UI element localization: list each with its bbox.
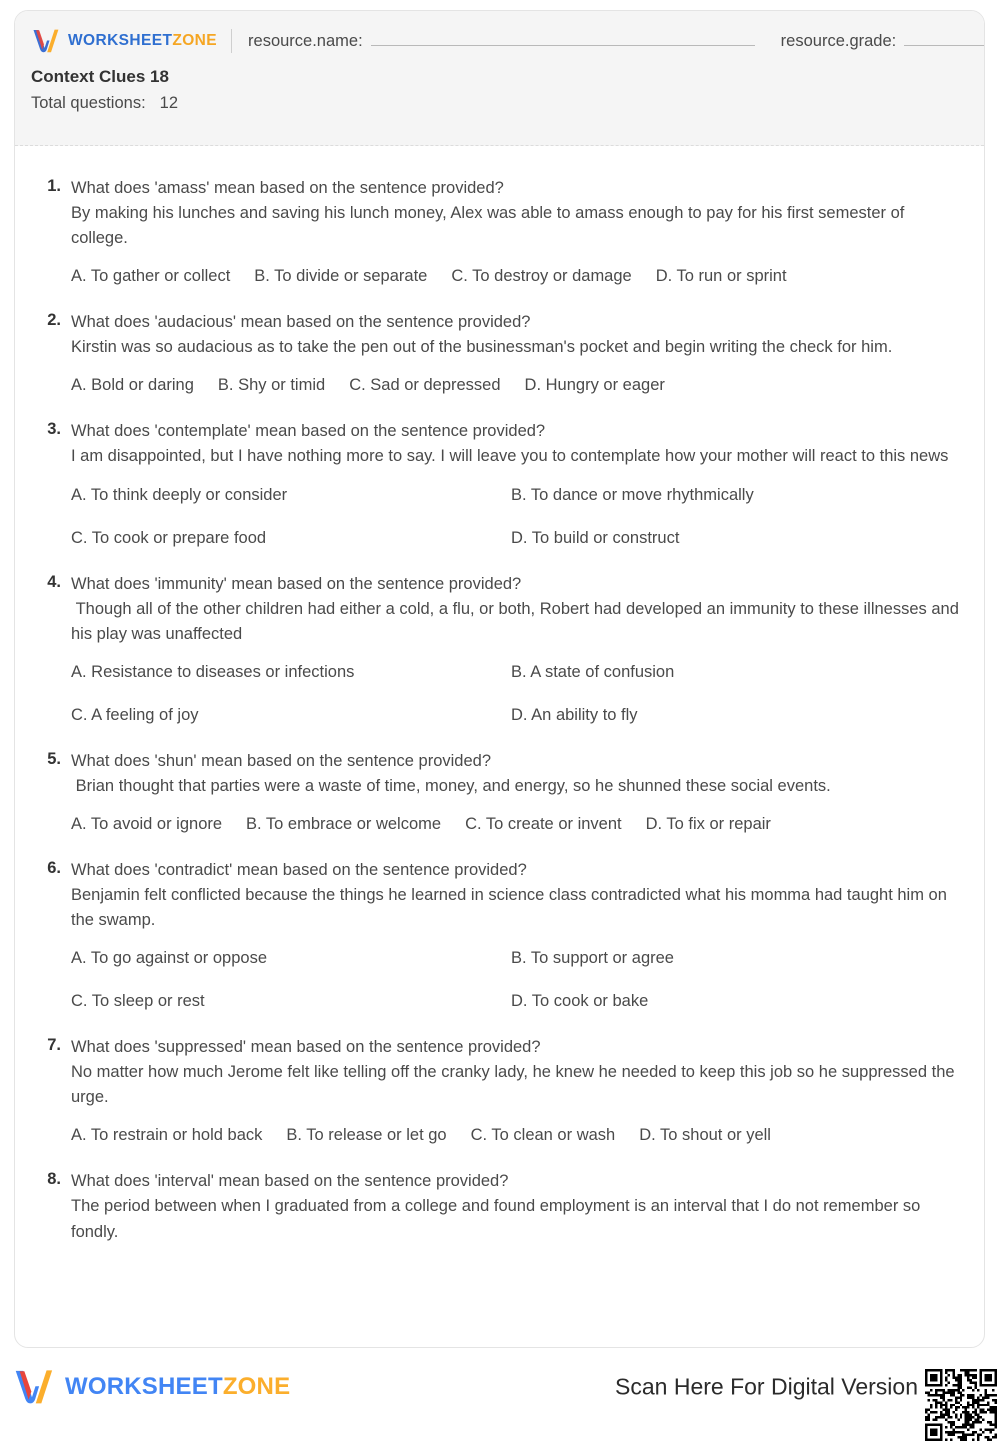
question-prompt: What does 'shun' mean based on the sentence provided? — [71, 751, 492, 770]
footer-logo-word-zone: ZONE — [222, 1373, 291, 1400]
footer-worksheetzone-v-logo-icon — [12, 1368, 56, 1406]
question-prompt: What does 'amass' mean based on the sentence provided? — [71, 179, 504, 197]
question-number: 3. — [47, 420, 61, 439]
question-number: 7. — [47, 1036, 61, 1055]
answer-option[interactable]: D. To run or sprint — [655, 267, 787, 286]
page-title: Context Clues 18 — [31, 67, 169, 86]
question-sentence: By making his lunches and saving his lunch money, Alex was able to amass enough to pay for his first semester of college. — [71, 204, 909, 248]
worksheet-page — [14, 10, 985, 1348]
question-item — [31, 310, 962, 395]
answer-option[interactable]: A. Bold or daring — [71, 376, 194, 395]
footer-logo-wordmark — [65, 1373, 290, 1401]
answer-options — [71, 376, 962, 395]
answer-option[interactable]: C. To sleep or rest — [71, 992, 205, 1011]
question-body — [61, 419, 962, 547]
question-body — [61, 572, 962, 725]
answer-option[interactable]: A. To go against or oppose — [71, 949, 268, 968]
student-grade-label: resource.grade: — [780, 32, 897, 50]
total-questions-count: 12 — [159, 94, 179, 112]
question-sentence: Benjamin felt conflicted because the things he learned in science class contradicted what his momma had taught him on the swamp. — [71, 886, 952, 930]
question-body — [61, 310, 962, 395]
question-prompt: What does 'interval' mean based on the sentence provided? — [71, 1172, 509, 1191]
answer-option[interactable]: A. Resistance to diseases or infections — [71, 662, 355, 681]
answer-option[interactable]: D. Hungry or eager — [524, 376, 665, 395]
question-number: 5. — [47, 749, 61, 768]
question-body — [61, 749, 962, 834]
question-body — [61, 1035, 962, 1145]
answer-option[interactable]: B. A state of confusion — [511, 662, 675, 681]
answer-options — [71, 663, 962, 725]
worksheet-header — [15, 11, 984, 146]
scan-prompt-text: Scan Here For Digital Version — [615, 1373, 918, 1400]
total-questions-label: Total questions: — [31, 94, 146, 112]
student-name-field[interactable] — [248, 31, 755, 51]
question-prompt: What does 'audacious' mean based on the sentence provided? — [71, 313, 531, 332]
question-sentence: Kirstin was so audacious as to take the pen out of the businessman's pocket and begin writing the check for him. — [71, 338, 893, 357]
question-sentence: Brian thought that parties were a waste of time, money, and energy, so he shunned these social events. — [71, 776, 831, 795]
question-number: 2. — [47, 311, 61, 330]
answer-option[interactable]: C. Sad or depressed — [349, 376, 501, 395]
question-prompt: What does 'contemplate' mean based on the sentence provided? — [71, 422, 546, 441]
question-prompt: What does 'immunity' mean based on the sentence provided? — [71, 574, 522, 593]
answer-option[interactable]: D. To build or construct — [511, 528, 680, 547]
qr-code-image — [925, 1369, 997, 1441]
worksheetzone-v-logo-icon — [31, 28, 61, 54]
page-footer — [0, 1360, 1000, 1414]
student-grade-field[interactable] — [781, 31, 985, 51]
qr-code-icon[interactable] — [925, 1369, 997, 1441]
question-sentence: I am disappointed, but I have nothing more to say. I will leave you to contemplate how your mother will react to this news — [71, 447, 949, 466]
question-item — [31, 176, 962, 286]
answer-option[interactable]: A. To gather or collect — [71, 267, 231, 286]
question-body — [61, 858, 962, 1011]
worksheetzone-logo[interactable] — [31, 28, 217, 54]
question-body — [61, 176, 962, 286]
student-grade-input[interactable] — [904, 31, 985, 46]
logo-word-worksheet: WORKSHEET — [68, 32, 173, 49]
logo-word-zone: ZONE — [172, 32, 218, 49]
question-sentence: The period between when I graduated from a college and found employment is an interval that I do not remember so fondly. — [71, 1197, 925, 1241]
questions-list — [15, 146, 984, 1245]
question-prompt: What does 'contradict' mean based on the sentence provided? — [71, 860, 527, 879]
answer-option[interactable]: C. To create or invent — [465, 814, 622, 833]
answer-option[interactable]: B. Shy or timid — [217, 376, 326, 395]
question-prompt: What does 'suppressed' mean based on the sentence provided? — [71, 1038, 541, 1057]
answer-option[interactable]: A. To restrain or hold back — [71, 1126, 263, 1145]
question-number: 4. — [47, 572, 61, 591]
answer-option[interactable]: B. To support or agree — [511, 949, 674, 968]
answer-option[interactable]: C. To cook or prepare food — [71, 528, 267, 547]
question-number: 6. — [47, 858, 61, 877]
answer-options — [71, 486, 962, 548]
answer-option[interactable]: C. To destroy or damage — [451, 267, 632, 286]
answer-option[interactable]: D. To shout or yell — [639, 1126, 771, 1145]
answer-options — [71, 815, 962, 834]
answer-option[interactable]: C. To clean or wash — [470, 1126, 616, 1145]
answer-options — [71, 267, 962, 286]
answer-option[interactable]: D. To fix or repair — [645, 814, 771, 833]
answer-options — [71, 949, 962, 1011]
student-name-input[interactable] — [371, 31, 755, 46]
total-questions — [31, 94, 984, 113]
worksheet-title-block — [15, 53, 984, 113]
question-item — [31, 749, 962, 834]
answer-option[interactable]: B. To dance or move rhythmically — [511, 485, 754, 504]
student-name-label: resource.name: — [248, 32, 363, 50]
footer-logo-word-worksheet: WORKSHEET — [65, 1373, 223, 1400]
footer-worksheetzone-logo[interactable] — [12, 1368, 290, 1406]
question-body — [61, 1169, 962, 1244]
question-sentence: Though all of the other children had either a cold, a flu, or both, Robert had developed an immunity to these illnesses and his play was unaffected — [71, 599, 964, 643]
question-number: 1. — [47, 177, 61, 195]
answer-option[interactable]: C. A feeling of joy — [71, 705, 199, 724]
answer-option[interactable]: B. To embrace or welcome — [246, 814, 442, 833]
question-item — [31, 1035, 962, 1145]
question-item — [31, 858, 962, 1011]
header-divider — [231, 29, 232, 53]
answer-option[interactable]: B. To release or let go — [286, 1126, 447, 1145]
question-item — [31, 572, 962, 725]
question-number: 8. — [47, 1170, 61, 1189]
answer-option[interactable]: D. To cook or bake — [511, 992, 649, 1011]
answer-option[interactable]: D. An ability to fly — [511, 705, 638, 724]
question-item — [31, 1169, 962, 1244]
logo-wordmark — [68, 32, 217, 50]
answer-option[interactable]: A. To think deeply or consider — [71, 485, 288, 504]
question-sentence: No matter how much Jerome felt like telling off the cranky lady, he knew he needed to keep this job so he suppressed the urge. — [71, 1063, 960, 1107]
answer-option[interactable]: A. To avoid or ignore — [71, 814, 223, 833]
header-top-row — [15, 11, 984, 53]
answer-option[interactable]: B. To divide or separate — [254, 267, 428, 286]
question-item — [31, 419, 962, 547]
answer-options — [71, 1126, 962, 1145]
